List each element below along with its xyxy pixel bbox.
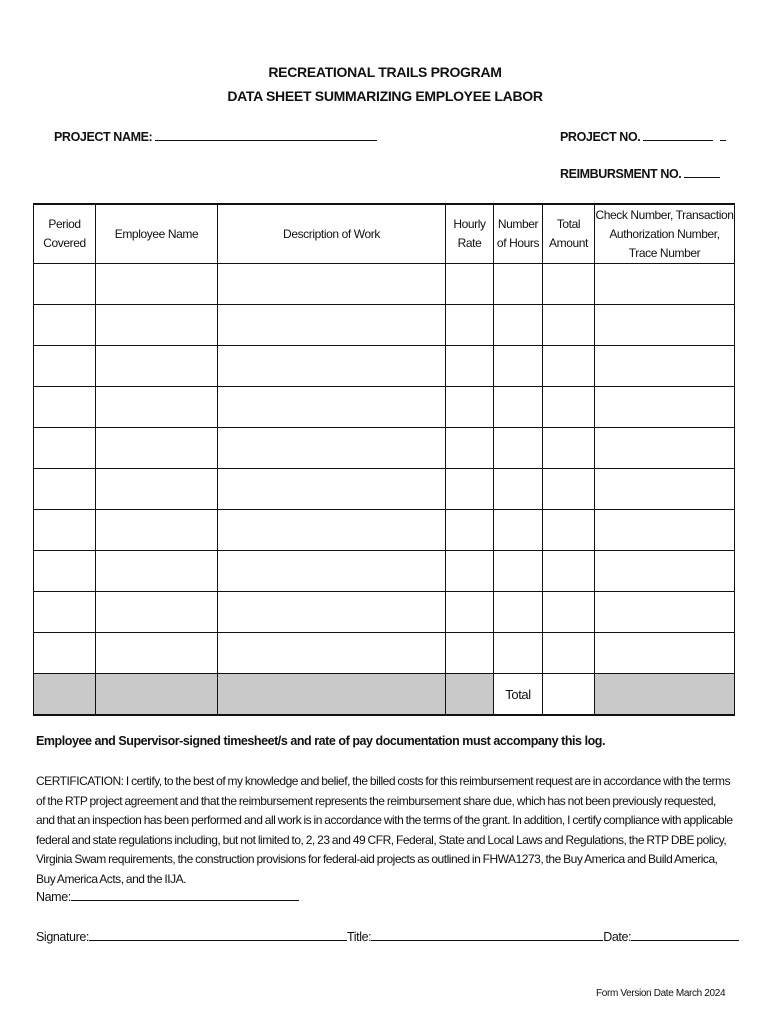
table-cell[interactable] [96, 346, 218, 387]
certification-text: CERTIFICATION: I certify, to the best of my knowledge and belief, the billed costs for this reimbursement request are in accordance with the terms of the RTP project agreement and that the reimbursement represents the reimbursement share due, which has not been previously requested, and that an inspection has been performed and all work is in accordance with the terms of the grant. In addition, I certify compliance with applicable federal and state regulations including, but not limited to, 2, 23 and 49 CFR, Federal, State and Local Laws and Regulations, the RTP DBE policy, Virginia Swam requirements, the construction provisions for federal-aid projects as outlined in FHWA1273, the Buy America and Build America, Buy America Acts, and the IIJA. [36, 774, 733, 886]
shaded-cell [446, 674, 494, 716]
form-title-line1: RECREATIONAL TRAILS PROGRAM [268, 64, 502, 80]
table-cell[interactable] [34, 633, 96, 674]
table-row [34, 387, 735, 428]
table-cell[interactable] [34, 510, 96, 551]
table-cell[interactable] [218, 469, 446, 510]
table-cell[interactable] [34, 305, 96, 346]
table-cell[interactable] [218, 305, 446, 346]
table-cell[interactable] [34, 428, 96, 469]
table-cell[interactable] [543, 592, 595, 633]
total-row [34, 674, 735, 716]
table-cell[interactable] [446, 305, 494, 346]
table-cell[interactable] [218, 633, 446, 674]
table-cell[interactable] [543, 633, 595, 674]
table-cell[interactable] [218, 264, 446, 305]
table-cell[interactable] [494, 633, 543, 674]
table-cell[interactable] [595, 551, 735, 592]
table-row [34, 633, 735, 674]
shaded-cell [34, 674, 96, 716]
signature-blank[interactable] [89, 929, 347, 941]
table-cell[interactable] [446, 510, 494, 551]
signature-label: Signature: [36, 930, 89, 944]
table-row [34, 592, 735, 633]
name-blank[interactable] [71, 889, 299, 901]
table-cell[interactable] [494, 592, 543, 633]
table-cell[interactable] [595, 592, 735, 633]
reimbursement-no-blank[interactable] [684, 166, 720, 178]
table-cell[interactable] [595, 469, 735, 510]
project-name-field [54, 129, 377, 144]
table-cell[interactable] [96, 633, 218, 674]
name-line [36, 889, 299, 904]
col-check-number: Check Number, Transaction Authorization Number, Trace Number [595, 204, 735, 264]
col-period-covered: Period Covered [34, 204, 96, 264]
table-cell[interactable] [494, 428, 543, 469]
table-cell[interactable] [34, 469, 96, 510]
table-cell[interactable] [543, 305, 595, 346]
table-cell[interactable] [34, 387, 96, 428]
table-cell[interactable] [218, 510, 446, 551]
table-cell[interactable] [543, 264, 595, 305]
table-cell[interactable] [96, 551, 218, 592]
project-no-label: PROJECT NO. [560, 130, 641, 144]
table-cell[interactable] [595, 387, 735, 428]
table-row [34, 264, 735, 305]
col-hourly-rate: Hourly Rate [446, 204, 494, 264]
table-row [34, 346, 735, 387]
table-cell[interactable] [218, 551, 446, 592]
project-no-blank-tail [720, 129, 726, 141]
table-cell[interactable] [494, 387, 543, 428]
table-cell[interactable] [34, 551, 96, 592]
project-no-blank[interactable] [643, 129, 713, 141]
table-cell[interactable] [446, 387, 494, 428]
table-cell[interactable] [494, 346, 543, 387]
table-header-row [34, 204, 735, 264]
signature-line [36, 929, 739, 944]
table-cell[interactable] [595, 346, 735, 387]
total-label: Total [494, 674, 543, 716]
table-cell[interactable] [543, 551, 595, 592]
table-cell[interactable] [96, 387, 218, 428]
table-row [34, 305, 735, 346]
table-row [34, 510, 735, 551]
table-cell[interactable] [218, 346, 446, 387]
table-cell[interactable] [96, 305, 218, 346]
table-cell[interactable] [494, 510, 543, 551]
col-description-of-work: Description of Work [218, 204, 446, 264]
table-row [34, 551, 735, 592]
table-cell[interactable] [96, 264, 218, 305]
table-cell[interactable] [543, 469, 595, 510]
table-cell[interactable] [446, 551, 494, 592]
date-blank[interactable] [631, 929, 739, 941]
table-cell[interactable] [446, 346, 494, 387]
labor-table [33, 203, 735, 716]
table-cell[interactable] [494, 264, 543, 305]
reimbursement-no-field [560, 166, 720, 181]
table-cell[interactable] [595, 510, 735, 551]
table-row [34, 469, 735, 510]
table-cell[interactable] [595, 305, 735, 346]
table-cell[interactable] [543, 510, 595, 551]
table-cell[interactable] [543, 387, 595, 428]
form-title-line2: DATA SHEET SUMMARIZING EMPLOYEE LABOR [227, 88, 543, 104]
shaded-cell [595, 674, 735, 716]
form-version-footer: Form Version Date March 2024 [596, 988, 726, 999]
col-number-of-hours: Number of Hours [494, 204, 543, 264]
table-cell[interactable] [494, 469, 543, 510]
reimbursement-no-label: REIMBURSMENT NO. [560, 167, 682, 181]
table-cell[interactable] [595, 633, 735, 674]
table-cell[interactable] [96, 592, 218, 633]
table-cell[interactable] [595, 264, 735, 305]
table-cell[interactable] [446, 633, 494, 674]
project-no-field [560, 129, 726, 144]
table-cell[interactable] [96, 510, 218, 551]
table-cell[interactable] [543, 346, 595, 387]
shaded-cell [96, 674, 218, 716]
title-blank[interactable] [371, 929, 603, 941]
table-cell[interactable] [218, 592, 446, 633]
project-name-blank[interactable] [155, 129, 377, 141]
table-row [34, 428, 735, 469]
table-cell[interactable] [446, 428, 494, 469]
table-cell[interactable] [96, 428, 218, 469]
table-cell[interactable] [446, 264, 494, 305]
date-label: Date: [603, 930, 632, 944]
title-label: Title: [346, 930, 372, 944]
table-cell[interactable] [494, 551, 543, 592]
table-cell[interactable] [446, 592, 494, 633]
col-employee-name: Employee Name [96, 204, 218, 264]
table-cell[interactable] [34, 346, 96, 387]
table-cell[interactable] [543, 428, 595, 469]
table-cell[interactable] [446, 469, 494, 510]
table-cell[interactable] [218, 387, 446, 428]
table-cell[interactable] [34, 592, 96, 633]
table-cell[interactable] [595, 428, 735, 469]
total-amount-cell[interactable] [543, 674, 595, 716]
table-cell[interactable] [218, 428, 446, 469]
table-cell[interactable] [96, 469, 218, 510]
shaded-cell [218, 674, 446, 716]
documentation-note: Employee and Supervisor-signed timesheet/s and rate of pay documentation must accompany this log. [36, 734, 605, 748]
name-label: Name: [36, 890, 71, 904]
table-cell[interactable] [494, 305, 543, 346]
project-name-label: PROJECT NAME: [54, 130, 153, 144]
table-cell[interactable] [34, 264, 96, 305]
col-total-amount: Total Amount [543, 204, 595, 264]
